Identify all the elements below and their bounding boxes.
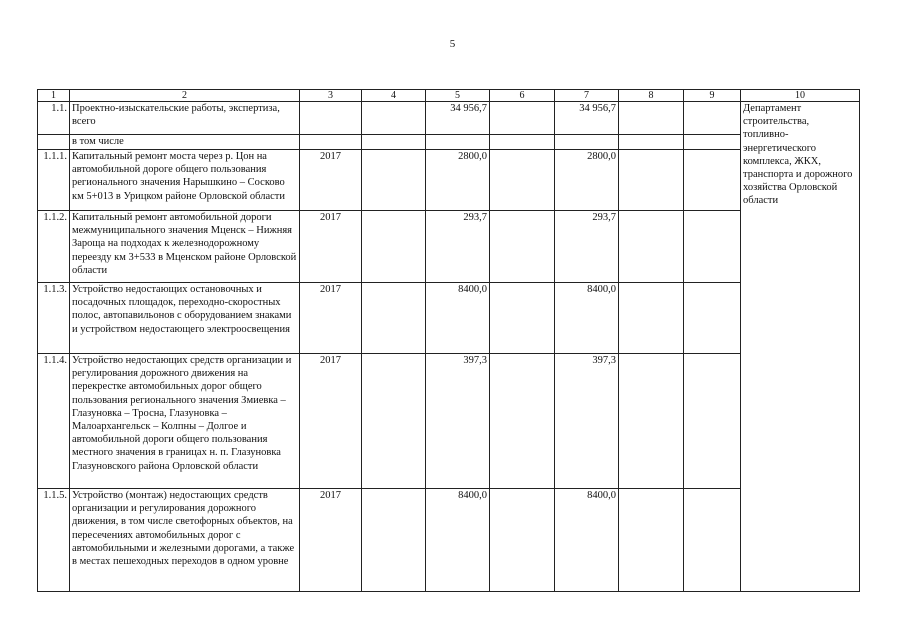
cell-col6	[490, 211, 555, 283]
row-name: Проектно-изыскательские работы, экспертиза, всего	[70, 102, 300, 135]
responsible-department: Департамент строительства, топливно-энергетического комплекса, ЖКХ, транспорта и дорожного хозяйства Орловской области	[741, 102, 860, 592]
header-cell: 3	[300, 90, 362, 102]
cell-col9	[684, 489, 741, 592]
row-name: Устройство недостающих остановочных и посадочных площадок, переходно-скоростных полос, автопавильонов с оборудованием знаками и устройством недостающего электроосвещения	[70, 283, 300, 354]
row-col5-value: 293,7	[426, 211, 490, 283]
table-row	[38, 102, 860, 135]
cell-col4	[362, 102, 426, 135]
header-cell: 2	[70, 90, 300, 102]
row-col7-value	[555, 135, 619, 150]
cell-col9	[684, 102, 741, 135]
row-col5-value: 397,3	[426, 354, 490, 489]
row-year: 2017	[300, 211, 362, 283]
header-cell: 8	[619, 90, 684, 102]
table-row	[38, 283, 860, 354]
cell-col9	[684, 135, 741, 150]
header-cell: 7	[555, 90, 619, 102]
table-row	[38, 489, 860, 592]
header-cell: 4	[362, 90, 426, 102]
row-col7-value: 34 956,7	[555, 102, 619, 135]
row-number: 1.1.2.	[38, 211, 70, 283]
row-year	[300, 102, 362, 135]
row-number: 1.1.4.	[38, 354, 70, 489]
row-name: Устройство (монтаж) недостающих средств организации и регулирования дорожного движения, в том числе светофорных объектов, на пересечениях автомобильных дорог с автомобильными и железными дорогами, а также в местах пешеходных переходов в одном уровне	[70, 489, 300, 592]
cell-col6	[490, 135, 555, 150]
table-row	[38, 150, 860, 211]
row-col7-value: 8400,0	[555, 489, 619, 592]
row-col7-value: 397,3	[555, 354, 619, 489]
cell-col4	[362, 211, 426, 283]
header-row	[38, 90, 860, 102]
cell-col8	[619, 211, 684, 283]
row-name: Устройство недостающих средств организации и регулирования дорожного движения на перекрестке автомобильных дорог общего пользования регионального значения Змиевка – Глазуновка – Тросна, Глазуновка – Малоархангельск – Колпны – Долгое и автомобильной дороги общего пользования местного значения в границах н. п. Глазуновка Глазуновского района Орловской области	[70, 354, 300, 489]
row-col5-value: 34 956,7	[426, 102, 490, 135]
row-name: Капитальный ремонт автомобильной дороги межмуниципального значения Мценск – Нижняя Зароща на подходах к железнодорожному переезду км 3+533 в Мценском районе Орловской области	[70, 211, 300, 283]
cell-col6	[490, 489, 555, 592]
table-row	[38, 135, 860, 150]
cell-col8	[619, 102, 684, 135]
cell-col8	[619, 489, 684, 592]
row-col5-value: 8400,0	[426, 283, 490, 354]
cell-col4	[362, 283, 426, 354]
row-name: в том числе	[70, 135, 300, 150]
cell-col4	[362, 489, 426, 592]
header-cell: 1	[38, 90, 70, 102]
cell-col6	[490, 283, 555, 354]
table-row	[38, 211, 860, 283]
header-cell: 10	[741, 90, 860, 102]
row-number: 1.1.	[38, 102, 70, 135]
row-col5-value	[426, 135, 490, 150]
header-cell: 9	[684, 90, 741, 102]
program-table	[37, 89, 860, 592]
cell-col9	[684, 150, 741, 211]
row-name-text: Капитальный ремонт моста через р. Цон на автомобильной дороге общего пользования регионального значения Нарышкино – Сосково км 5+013 в Урицком районе Орловской области	[72, 151, 285, 202]
row-col7-value: 293,7	[555, 211, 619, 283]
row-year: 2017	[300, 150, 362, 211]
row-year: 2017	[300, 354, 362, 489]
row-number: 1.1.3.	[38, 283, 70, 354]
cell-col9	[684, 283, 741, 354]
row-number: 1.1.1.	[38, 150, 70, 211]
row-name	[70, 150, 300, 211]
row-number: 1.1.5.	[38, 489, 70, 592]
header-cell: 5	[426, 90, 490, 102]
row-year	[300, 135, 362, 150]
cell-col4	[362, 150, 426, 211]
header-cell: 6	[490, 90, 555, 102]
row-number	[38, 135, 70, 150]
row-col7-value: 2800,0	[555, 150, 619, 211]
cell-col8	[619, 135, 684, 150]
cell-col8	[619, 150, 684, 211]
cell-col9	[684, 211, 741, 283]
cell-col8	[619, 354, 684, 489]
row-year: 2017	[300, 489, 362, 592]
cell-col6	[490, 150, 555, 211]
cell-col8	[619, 283, 684, 354]
table-row	[38, 354, 860, 489]
page-number: 5	[449, 38, 456, 50]
cell-col6	[490, 102, 555, 135]
cell-col9	[684, 354, 741, 489]
row-col5-value: 2800,0	[426, 150, 490, 211]
row-col5-value: 8400,0	[426, 489, 490, 592]
row-col7-value: 8400,0	[555, 283, 619, 354]
cell-col6	[490, 354, 555, 489]
cell-col4	[362, 135, 426, 150]
row-year: 2017	[300, 283, 362, 354]
cell-col4	[362, 354, 426, 489]
